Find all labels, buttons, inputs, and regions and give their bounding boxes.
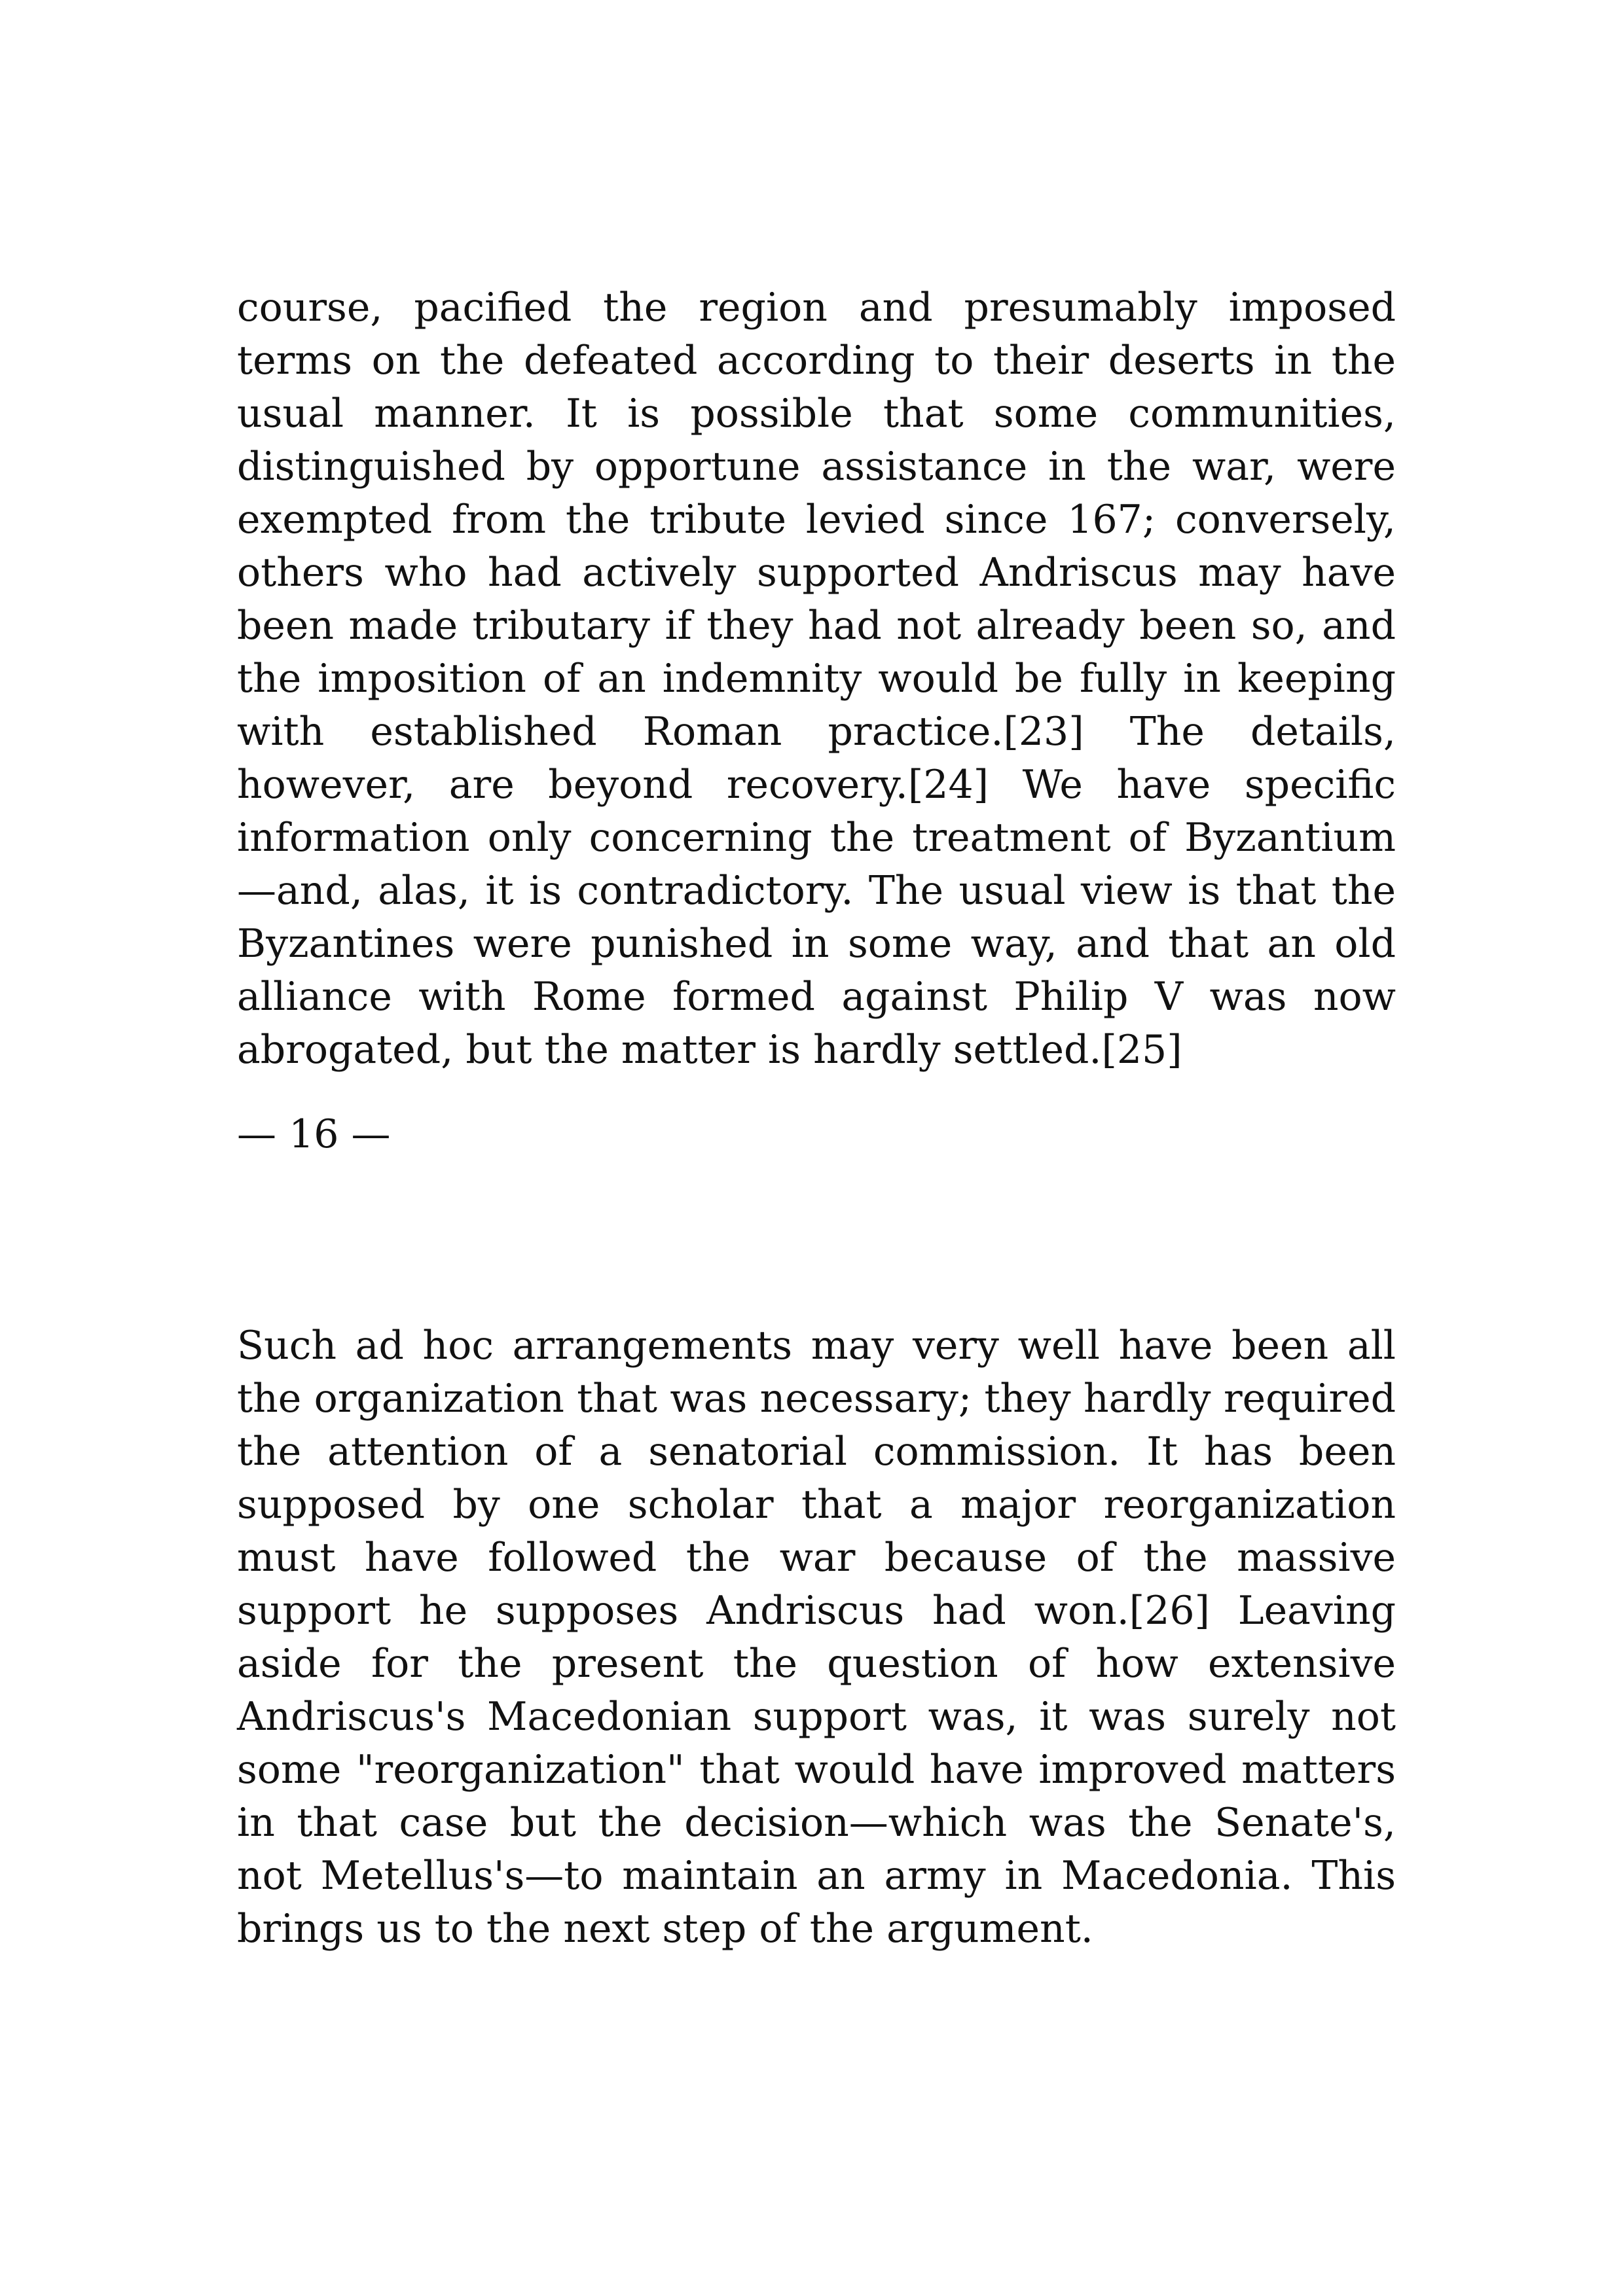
paragraph-reorganization: Such ad hoc arrangements may very well have been all the organization that was necessary; they hardly required the attention of a senatorial commission. It has been supposed by one scholar that a major reorganization must have followed the war because of the massive support he supposes Andriscus had won.[26] Leaving aside for the present the question of how extensive Andriscus's Macedonian support was, it was surely not some "reorganization" that would have improved matters in that case but the decision—which was the Senate's, not Metellus's—to maintain an army in Macedonia. This brings us to the next step of the argument. — [237, 1323, 1396, 1952]
paragraph-byzantium: course, pacified the region and presumably imposed terms on the defeated according to their deserts in the usual manner. It is possible that some communities, distinguished by opportune assistance in the war, were exempted from the tribute levied since 167; conversely, others who had actively supported Andriscus may have been made tributary if they had not already been so, and the imposition of an indemnity would be fully in keeping with established Roman practice.[23] The details, however, are beyond recovery.[24] We have specific information only concerning the treatment of Byzantium—and, alas, it is contradictory. The usual view is that the Byzantines were punished in some way, and that an old alliance with Rome formed against Philip V was now abrogated, but the matter is hardly settled.[25] — [237, 285, 1396, 1073]
document-page — [237, 281, 1396, 1956]
page-number: — 16 — — [237, 1111, 391, 1157]
